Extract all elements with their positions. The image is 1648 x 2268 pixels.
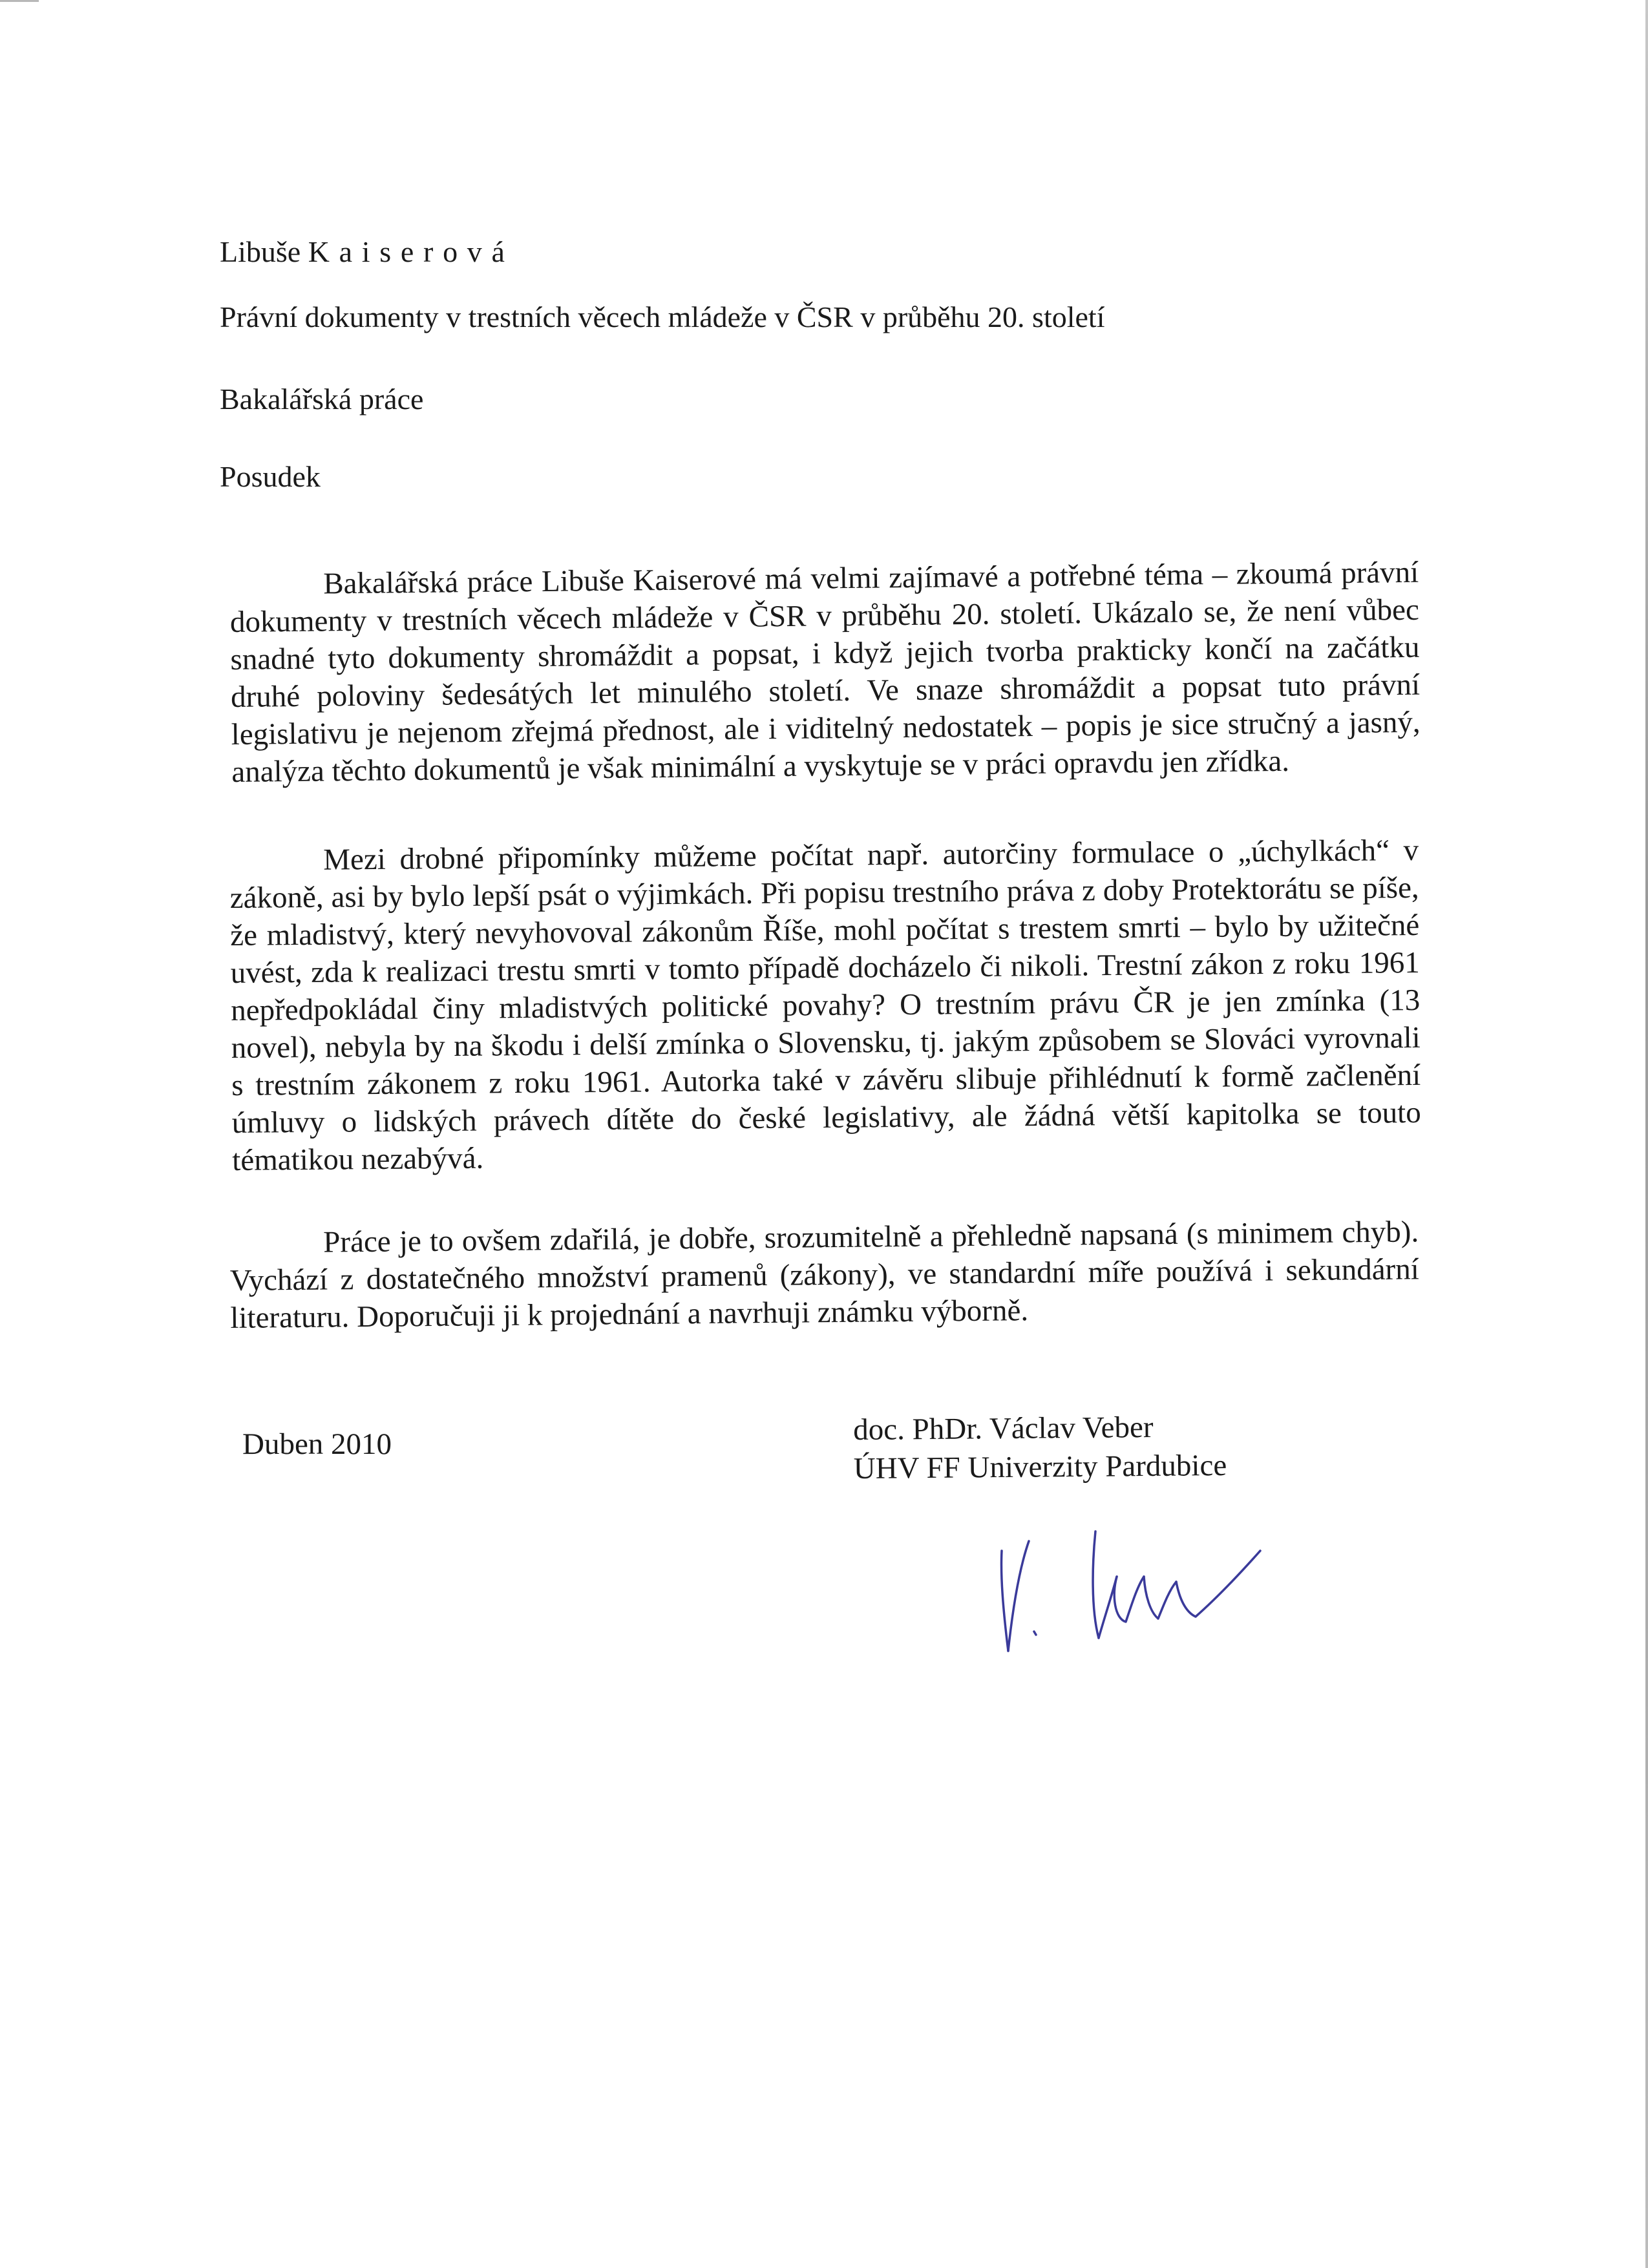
scan-corner-mark bbox=[0, 0, 39, 2]
author-name bbox=[220, 237, 514, 267]
author-first-name: Libuše bbox=[220, 235, 301, 268]
review-paragraph-1: Bakalářská práce Libuše Kaiserové má velmi zajímavé a potřebné téma – zkoumá právní dokumenty v trestních věcech mládeže v ČSR v průběhu 20. století. Ukázalo se, že není vůbec snadné tyto dokumenty shromáždit a popsat, i když jejich tvorba prakticky končí na začátku druhé poloviny šedesátých let minulého století. Ve snaze shromáždit a popsat tuto právní legislativu je nejenom zřejmá přednost, ale i viditelný nedostatek – popis je sice stručný a jasný, analýza těchto dokumentů je však minimální a vyskytuje se v práci opravdu jen zřídka. bbox=[229, 555, 1421, 789]
scan-edge bbox=[1645, 0, 1648, 2268]
author-last-name: Kaiserová bbox=[308, 235, 514, 268]
reviewer-affiliation: ÚHV FF Univerzity Pardubice bbox=[853, 1448, 1227, 1486]
handwritten-signature bbox=[989, 1506, 1273, 1661]
reviewer-block bbox=[853, 1407, 1227, 1488]
review-date: Duben 2010 bbox=[242, 1427, 392, 1461]
review-paragraph-3: Práce je to ovšem zdařilá, je dobře, srozumitelně a přehledně napsaná (s minimem chyb). Vychází z dostatečného množství pramenů (zákony), ve standardní míře používá i sekundární literaturu. Doporučuji ji k projednání a navrhuji známku výborně. bbox=[229, 1215, 1419, 1335]
reviewer-name: doc. PhDr. Václav Veber bbox=[853, 1410, 1154, 1447]
document-type: Posudek bbox=[220, 460, 321, 493]
review-paragraph-2: Mezi drobné připomínky můžeme počítat např. autorčiny formulace o „úchylkách“ v zákoně, asi by bylo lepší psát o výjimkách. Při popisu trestního práva z doby Protektorátu se píše, že mladistvý, který nevyhovoval zákonům Říše, mohl počítat s trestem smrti – bylo by užitečné uvést, zda k realizaci trestu smrti v tomto případě docházelo či nikoli. Trestní zákon z roku 1961 nepředpokládal činy mladistvých politické povahy? O trestním právu ČR je jen zmínka (13 novel), nebyla by na škodu i delší zmínka o Slovensku, tj. jakým způsobem se Slováci vyrovnali s trestním zákonem z roku 1961. Autorka také v závěru slibuje přihlédnutí k formě začlenění úmluvy o lidských právech dítěte do české legislativy, ale žádná větší kapitolka se touto tématikou nezabývá. bbox=[229, 833, 1421, 1177]
thesis-title: Právní dokumenty v trestních věcech mládeže v ČSR v průběhu 20. století bbox=[220, 300, 1105, 333]
thesis-type: Bakalářská práce bbox=[220, 383, 424, 415]
